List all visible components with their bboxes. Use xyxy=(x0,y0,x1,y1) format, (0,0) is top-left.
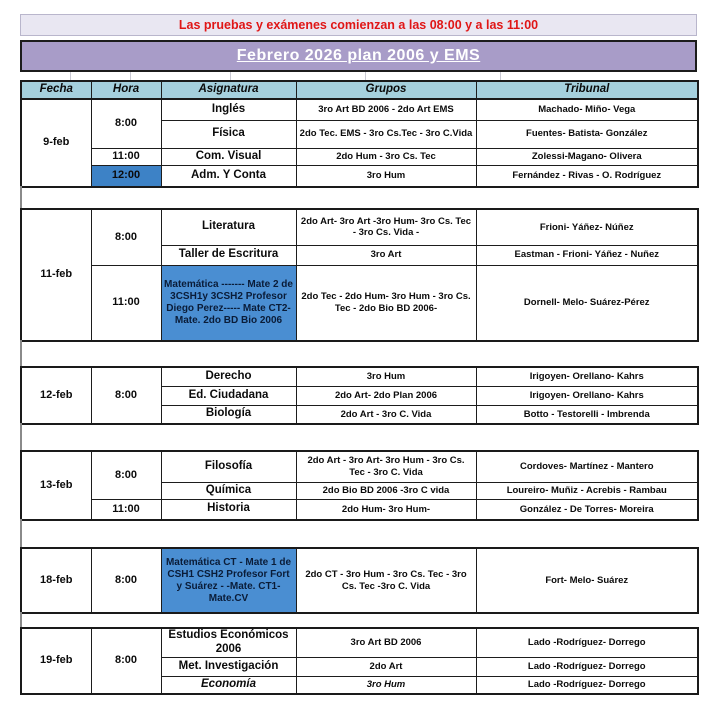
gridline-connector xyxy=(20,186,22,208)
tribunal-cell: Eastman - Frioni- Yáñez - Nuñez xyxy=(476,245,698,265)
table-row xyxy=(21,548,698,613)
gridline-ticks xyxy=(20,72,697,80)
schedule-block-9feb xyxy=(20,98,699,188)
subject-cell: Derecho xyxy=(161,367,296,386)
col-header-tribunal: Tribunal xyxy=(476,81,698,99)
tribunal-cell: Fort- Melo- Suárez xyxy=(476,548,698,613)
schedule-block-18feb xyxy=(20,547,699,614)
gridline-connector xyxy=(20,612,22,627)
groups-cell: 3ro Art BD 2006 xyxy=(296,628,476,657)
tribunal-cell: Dornell- Melo- Suárez-Pérez xyxy=(476,265,698,341)
table-row xyxy=(21,265,698,341)
table-row xyxy=(21,209,698,245)
subject-cell: Economía xyxy=(161,676,296,694)
tribunal-cell: Frioni- Yáñez- Núñez xyxy=(476,209,698,245)
hora-cell: 8:00 xyxy=(91,367,161,424)
tribunal-cell: Irigoyen- Orellano- Kahrs xyxy=(476,367,698,386)
table-row xyxy=(21,451,698,482)
col-header-fecha: Fecha xyxy=(21,81,91,99)
hora-cell: 8:00 xyxy=(91,451,161,499)
gridline-connector xyxy=(20,519,22,547)
table-row xyxy=(21,165,698,187)
hora-cell: 11:00 xyxy=(91,148,161,165)
groups-cell: 3ro Hum xyxy=(296,676,476,694)
groups-cell: 2do Hum- 3ro Hum- xyxy=(296,499,476,520)
groups-cell: 3ro Hum xyxy=(296,165,476,187)
subject-cell: Literatura xyxy=(161,209,296,245)
gridline-connector xyxy=(20,340,22,366)
hora-cell: 11:00 xyxy=(91,265,161,341)
notice-text: Las pruebas y exámenes comienzan a las 08:00 y a las 11:00 xyxy=(178,18,539,32)
gridline-connector xyxy=(20,423,22,450)
table-row xyxy=(21,99,698,120)
subject-cell: Inglés xyxy=(161,99,296,120)
col-header-asignatura: Asignatura xyxy=(161,81,296,99)
groups-cell: 2do Art- 2do Plan 2006 xyxy=(296,386,476,405)
tribunal-cell: Machado- Miño- Vega xyxy=(476,99,698,120)
month-title-banner xyxy=(20,40,697,72)
notice-banner xyxy=(20,14,697,36)
col-header-grupos: Grupos xyxy=(296,81,476,99)
subject-cell: Química xyxy=(161,482,296,499)
tribunal-cell: Irigoyen- Orellano- Kahrs xyxy=(476,386,698,405)
hora-cell: 8:00 xyxy=(91,548,161,613)
tribunal-cell: Loureiro- Muñiz - Acrebis - Rambau xyxy=(476,482,698,499)
tribunal-cell: Lado -Rodríguez- Dorrego xyxy=(476,676,698,694)
tribunal-cell: Fuentes- Batista- González xyxy=(476,120,698,148)
groups-cell: 3ro Art BD 2006 - 2do Art EMS xyxy=(296,99,476,120)
subject-cell: Estudios Económicos 2006 xyxy=(161,628,296,657)
fecha-cell: 19-feb xyxy=(21,628,91,694)
tribunal-cell: González - De Torres- Moreira xyxy=(476,499,698,520)
fecha-cell: 18-feb xyxy=(21,548,91,613)
fecha-cell: 13-feb xyxy=(21,451,91,520)
tribunal-cell: Fernández - Rivas - O. Rodríguez xyxy=(476,165,698,187)
fecha-cell: 12-feb xyxy=(21,367,91,424)
schedule-block-11feb xyxy=(20,208,699,342)
subject-cell-highlighted: Matemática ------- Mate 2 de 3CSH1y 3CSH2 Profesor Diego Perez----- Mate CT2-Mate. 2do BD Bio 2006 xyxy=(161,265,296,341)
hora-cell: 8:00 xyxy=(91,628,161,694)
groups-cell: 2do Tec - 2do Hum- 3ro Hum - 3ro Cs. Tec - 2do Bio BD 2006- xyxy=(296,265,476,341)
month-title: Febrero 2026 plan 2006 y EMS xyxy=(236,47,481,64)
subject-cell-highlighted: Matemática CT - Mate 1 de CSH1 CSH2 Profesor Fort y Suárez - -Mate. CT1- Mate.CV xyxy=(161,548,296,613)
groups-cell: 2do Hum - 3ro Cs. Tec xyxy=(296,148,476,165)
hora-cell: 11:00 xyxy=(91,499,161,520)
fecha-cell: 11-feb xyxy=(21,209,91,341)
schedule-block-13feb xyxy=(20,450,699,521)
subject-cell: Filosofía xyxy=(161,451,296,482)
groups-cell: 3ro Hum xyxy=(296,367,476,386)
table-row xyxy=(21,628,698,657)
subject-cell: Taller de Escritura xyxy=(161,245,296,265)
groups-cell: 3ro Art xyxy=(296,245,476,265)
fecha-cell: 9-feb xyxy=(21,99,91,187)
groups-cell: 2do Art - 3ro C. Vida xyxy=(296,405,476,424)
tribunal-cell: Lado -Rodríguez- Dorrego xyxy=(476,657,698,676)
hora-cell-highlighted: 12:00 xyxy=(91,165,161,187)
tribunal-cell: Botto - Testorelli - Imbrenda xyxy=(476,405,698,424)
groups-cell: 2do Art- 3ro Art -3ro Hum- 3ro Cs. Tec - 3ro Cs. Vida - xyxy=(296,209,476,245)
schedule-header-row xyxy=(20,80,699,100)
hora-cell: 8:00 xyxy=(91,99,161,148)
subject-cell: Física xyxy=(161,120,296,148)
tribunal-cell: Lado -Rodríguez- Dorrego xyxy=(476,628,698,657)
schedule-block-19feb xyxy=(20,627,699,695)
subject-cell: Biología xyxy=(161,405,296,424)
tribunal-cell: Zolessi-Magano- Olivera xyxy=(476,148,698,165)
groups-cell: 2do CT - 3ro Hum - 3ro Cs. Tec - 3ro Cs. Tec -3ro C. Vida xyxy=(296,548,476,613)
col-header-hora: Hora xyxy=(91,81,161,99)
groups-cell: 2do Art xyxy=(296,657,476,676)
subject-cell: Adm. Y Conta xyxy=(161,165,296,187)
groups-cell: 2do Tec. EMS - 3ro Cs.Tec - 3ro C.Vida xyxy=(296,120,476,148)
subject-cell: Com. Visual xyxy=(161,148,296,165)
hora-cell: 8:00 xyxy=(91,209,161,265)
tribunal-cell: Cordoves- Martínez - Mantero xyxy=(476,451,698,482)
table-row xyxy=(21,367,698,386)
schedule-block-12feb xyxy=(20,366,699,425)
table-row xyxy=(21,499,698,520)
subject-cell: Ed. Ciudadana xyxy=(161,386,296,405)
groups-cell: 2do Bio BD 2006 -3ro C vida xyxy=(296,482,476,499)
table-row xyxy=(21,148,698,165)
subject-cell: Historia xyxy=(161,499,296,520)
subject-cell: Met. Investigación xyxy=(161,657,296,676)
groups-cell: 2do Art - 3ro Art- 3ro Hum - 3ro Cs. Tec - 3ro C. Vida xyxy=(296,451,476,482)
